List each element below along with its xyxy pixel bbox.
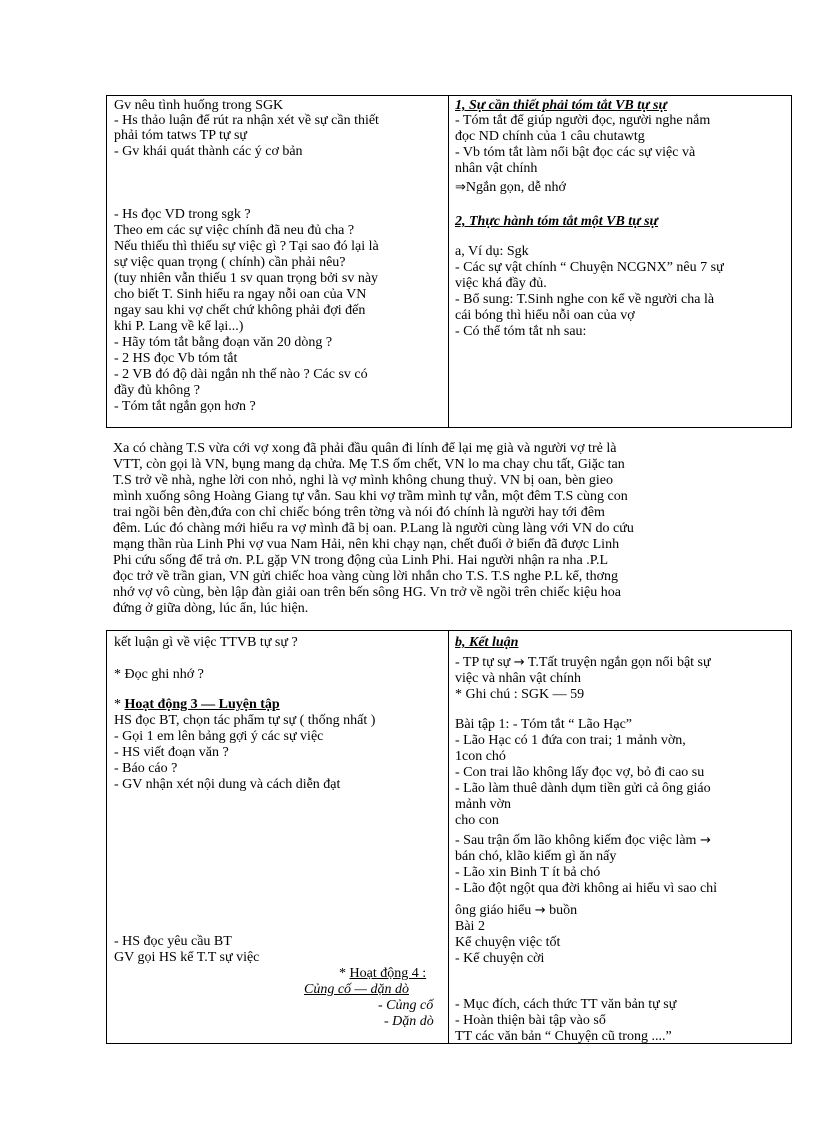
t1-left-line: - 2 HS đọc Vb tóm tắt xyxy=(114,351,238,366)
t1-left-line: khi P. Lang về kể lại...) xyxy=(114,319,244,334)
t1-right-line: - Tóm tắt để giúp người đọc, người nghe nắm xyxy=(455,113,711,128)
conclusion-text: Ngắn gọn, dễ nhớ xyxy=(465,180,566,195)
table-1-right-cell xyxy=(455,96,789,427)
paragraph-line: trai ngồi bên đèn,đứa con chỉ chiếc bóng trên tờng và nói đó chính là người hay tới đêm xyxy=(113,505,605,520)
t2-right-line xyxy=(455,903,577,918)
t2-right-line: cho con xyxy=(455,813,499,828)
t1-right-line: - Các sự vật chính “ Chuyện NCGNX” nêu 7 sự xyxy=(455,260,724,275)
t1-right-line: nhân vật chính xyxy=(455,161,538,176)
t2-right-line: 1con chó xyxy=(455,749,506,764)
t2-right-line: - Con trai lão không lấy đọc vợ, bỏ đi cao su xyxy=(455,765,705,780)
t1-left-line: Theo em các sự việc chính đã neu đủ cha ? xyxy=(114,223,355,238)
t1-left-line: Gv nêu tình huống trong SGK xyxy=(114,98,284,113)
activity-3-bullet: * xyxy=(114,697,125,712)
conclusion-heading: b, Kết luận xyxy=(455,635,519,650)
t1-right-line: việc khá đầy đủ. xyxy=(455,276,547,291)
conclusion-line xyxy=(455,180,566,195)
t2-left-line: GV gọi HS kể T.T sự việc xyxy=(114,950,260,965)
table-2-left-cell xyxy=(114,631,444,1043)
t2-right-line: - Kể chuyện cời xyxy=(455,951,545,966)
t2-right-line: mảnh vờn xyxy=(455,797,512,812)
t2-right-text: T.Tất truyện ngắn gọn nổi bật sự xyxy=(527,655,711,670)
paragraph-line: mạng thần rùa Linh Phi vợ vua Nam Hải, nên khi chạy nạn, chết đuối ở biển đã được Linh xyxy=(113,537,620,552)
t2-right-line: TT các văn bản “ Chuyện cũ trong ....” xyxy=(455,1029,672,1044)
activity-3-heading xyxy=(114,697,280,712)
activity-4-heading xyxy=(339,966,426,981)
table-2 xyxy=(106,630,792,1044)
t1-left-line: ngay sau khi vợ chết chứ không phải đợi đến xyxy=(114,303,366,318)
t2-right-text: - TP tự sự xyxy=(455,655,511,670)
t2-right-line: - Lão Hạc có 1 đứa con trai; 1 mảnh vờn, xyxy=(455,733,686,748)
t2-right-line xyxy=(455,655,711,670)
t2-right-line: Kể chuyện việc tốt xyxy=(455,935,561,950)
right-arrow-icon: → xyxy=(513,655,525,670)
paragraph-line: Phi cứu sống để trả ơn. P.L gặp VN trong động của Linh Phi. Hai người nhận ra nha .P.L xyxy=(113,553,609,568)
paragraph-line: T.S trở về nhà, nghe lời con nhỏ, nghi là vợ mình không chung thuỷ. VN bị oan, bèn gieo xyxy=(113,473,613,488)
t1-right-line: đọc ND chính của 1 câu chutawtg xyxy=(455,129,645,144)
t2-left-line: - Báo cáo ? xyxy=(114,761,178,776)
t2-right-text: - Sau trận ốm lão không kiếm đọc việc làm xyxy=(455,833,697,848)
t1-left-line: - Tóm tắt ngắn gọn hơn ? xyxy=(114,399,256,414)
table-2-right-cell xyxy=(455,631,789,1043)
t2-right-line: Bài tập 1: - Tóm tắt “ Lão Hạc” xyxy=(455,717,633,732)
t2-right-line xyxy=(455,833,711,848)
t2-right-line: - Lão làm thuê dành dụm tiền gửi cả ông giáo xyxy=(455,781,711,796)
section-heading-1: 1, Sự cần thiết phải tóm tắt VB tự sự xyxy=(455,98,667,113)
activity-4-item: - Dặn dò xyxy=(384,1014,434,1029)
activity-4-subtitle: Củng cố — dặn dò xyxy=(304,982,409,997)
t1-left-line: - Hãy tóm tắt bằng đoạn văn 20 dòng ? xyxy=(114,335,333,350)
t2-left-line: - HS viết đoạn văn ? xyxy=(114,745,229,760)
t1-right-line: cái bóng thì hiểu nỗi oan của vợ xyxy=(455,308,635,323)
t2-left-line: HS đọc BT, chọn tác phẩm tự sự ( thống nhất ) xyxy=(114,713,376,728)
table-1-left-cell xyxy=(114,96,444,427)
t1-left-line: - 2 VB đó độ dài ngắn nh thế nào ? Các sv có xyxy=(114,367,368,382)
t2-right-line: - Lão xin Binh T ít bả chó xyxy=(455,865,601,880)
t2-left-line: kết luận gì về việc TTVB tự sự ? xyxy=(114,635,298,650)
t2-right-line: - Hoàn thiện bài tập vào sổ xyxy=(455,1013,606,1028)
t2-right-line: bán chó, klão kiếm gì ăn nấy xyxy=(455,849,617,864)
t2-right-text: buồn xyxy=(549,903,578,918)
t2-right-line: - Mục đích, cách thức TT văn bản tự sự xyxy=(455,997,677,1012)
paragraph-line: nhớ vợ vô cùng, bèn lập đàn giải oan trên bến sông HG. Vn trở về ngồi trên chiếc kiệu hoa xyxy=(113,585,621,600)
t2-left-line: * Đọc ghi nhớ ? xyxy=(114,667,204,682)
paragraph-line: VTT, còn gọi là VN, bụng mang dạ chửa. Mẹ T.S ốm chết, VN lo ma chay chu tất, Giặc tan xyxy=(113,457,625,472)
activity-4-item: - Củng cố xyxy=(378,998,434,1013)
implies-arrow-icon: ⇒ xyxy=(455,180,466,195)
t1-left-line: - Gv khái quát thành các ý cơ bản xyxy=(114,144,303,159)
t1-left-line: (tuy nhiên vẫn thiếu 1 sv quan trọng bởi sv này xyxy=(114,271,379,286)
paragraph-line: Xa có chàng T.S vừa cới vợ xong đã phải đầu quân đi lính để lại mẹ già và người vợ trẻ là xyxy=(113,441,617,456)
activity-3-title: Hoạt động 3 — Luyện tập xyxy=(124,697,280,712)
section-heading-2: 2, Thực hành tóm tắt một VB tự sự xyxy=(455,214,658,229)
paragraph-line: đêm. Lúc đó chàng mới hiểu ra vợ mình đã bị oan. P.Lang là người cùng làng với VN do cứu xyxy=(113,521,634,536)
t1-left-line: Nếu thiếu thì thiếu sự việc gì ? Tại sao đó lại là xyxy=(114,239,379,254)
t2-right-line: * Ghi chú : SGK — 59 xyxy=(455,687,585,702)
t2-right-line: Bài 2 xyxy=(455,919,485,934)
t1-right-line: a, Ví dụ: Sgk xyxy=(455,244,529,259)
table-2-divider xyxy=(448,631,449,1043)
t1-left-line: cho biết T. Sinh hiểu ra ngay nỗi oan của VN xyxy=(114,287,367,302)
paragraph-line: đọc trở về trần gian, VN gửi chiếc hoa vàng cùng lời nhắn cho T.S. T.S nghe P.L kể, thơng xyxy=(113,569,619,584)
t2-left-line: - HS đọc yêu cầu BT xyxy=(114,934,232,949)
t1-right-line: - Có thể tóm tắt nh sau: xyxy=(455,324,587,339)
t1-left-line: sự việc quan trọng ( chính) cần phải nêu? xyxy=(114,255,346,270)
t2-left-line: - GV nhận xét nội dung và cách diễn đạt xyxy=(114,777,341,792)
paragraph-line: đứng ở giữa dòng, lúc ẩn, lúc hiện. xyxy=(113,601,309,616)
t1-right-line: - Vb tóm tắt làm nổi bật đọc các sự việc và xyxy=(455,145,696,160)
right-arrow-icon: → xyxy=(699,833,711,848)
t2-right-text: ông giáo hiểu xyxy=(455,903,532,918)
table-1-divider xyxy=(448,96,449,427)
paragraph-line: mình xuống sông Hoàng Giang tự vẫn. Sau khi vợ trầm mình tự vẫn, một đêm T.S cùng con xyxy=(113,489,628,504)
table-1 xyxy=(106,95,792,428)
activity-4-title: Hoạt động 4 : xyxy=(349,966,427,981)
t1-right-line: - Bổ sung: T.Sinh nghe con kể về người cha là xyxy=(455,292,715,307)
t2-right-line: - Lão đột ngột qua đời không ai hiểu vì sao chỉ xyxy=(455,881,718,896)
t1-left-line: phải tóm tatws TP tự sự xyxy=(114,128,248,143)
t1-left-line: - Hs đọc VD trong sgk ? xyxy=(114,207,251,222)
right-arrow-icon: → xyxy=(534,903,546,918)
t2-left-line: - Gọi 1 em lên bảng gợi ý các sự việc xyxy=(114,729,324,744)
t2-right-line: việc và nhân vật chính xyxy=(455,671,581,686)
t1-left-line: đầy đủ không ? xyxy=(114,383,200,398)
activity-4-bullet: * xyxy=(339,966,350,981)
t1-left-line: - Hs thảo luận để rút ra nhận xét về sự cần thiết xyxy=(114,113,379,128)
